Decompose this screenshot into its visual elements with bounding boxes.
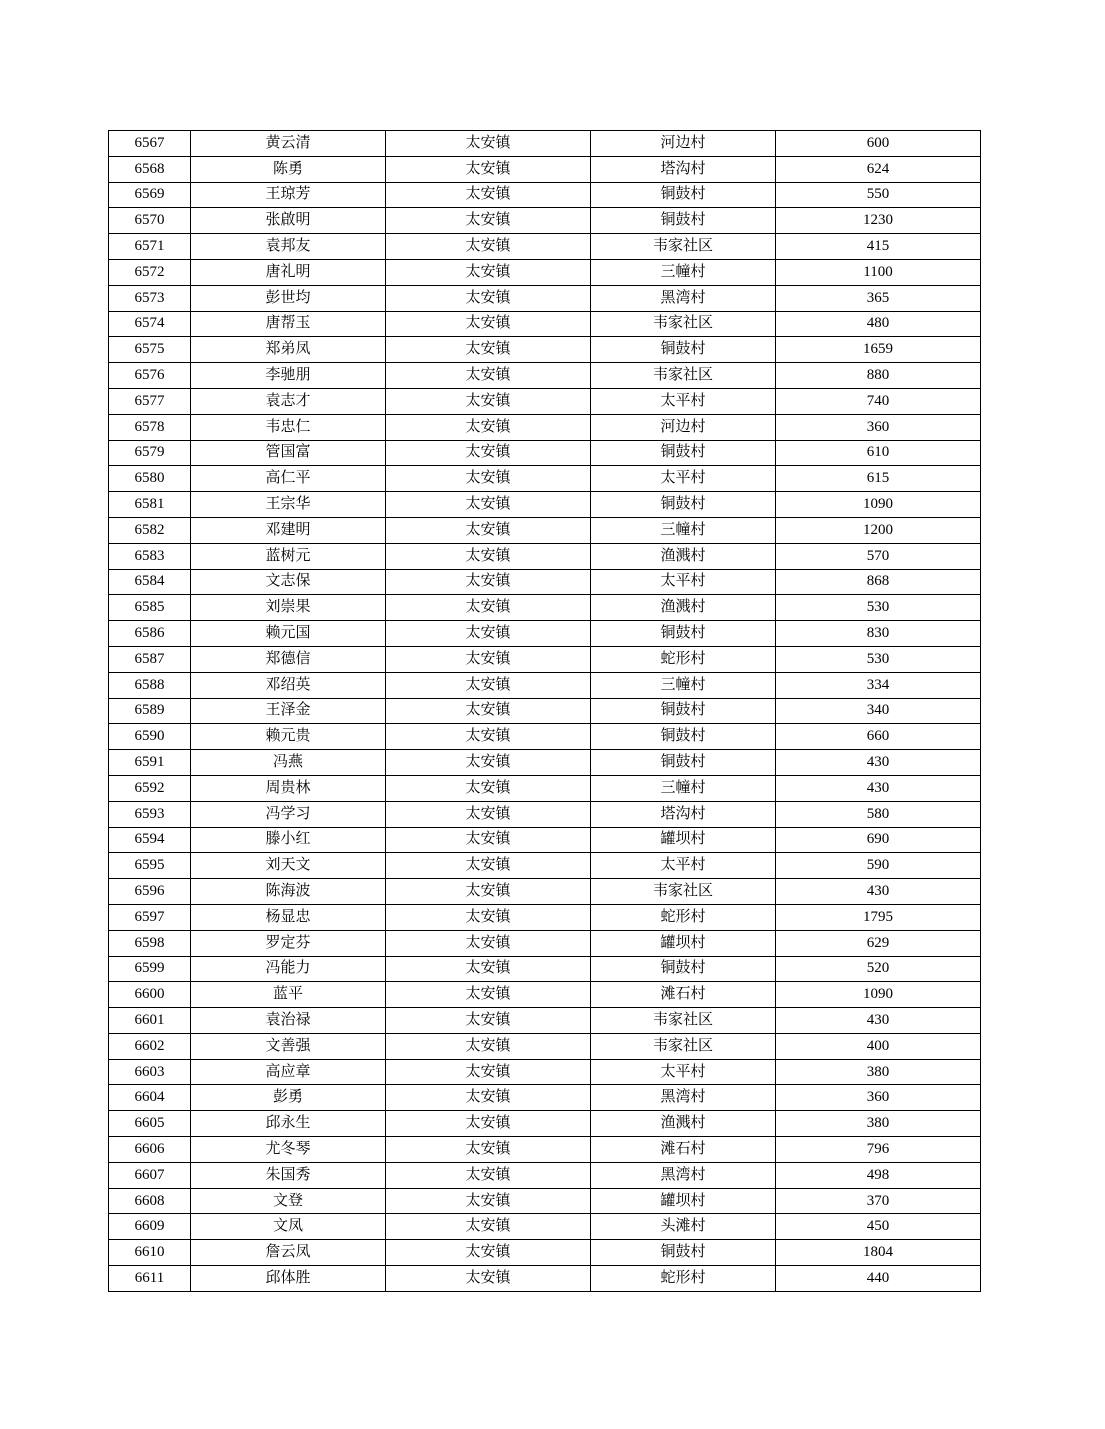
cell-amount: 365 [776, 285, 981, 311]
cell-town: 太安镇 [386, 1059, 591, 1085]
cell-amount: 830 [776, 621, 981, 647]
table-row [109, 569, 981, 595]
cell-id: 6590 [109, 724, 191, 750]
table-row [109, 827, 981, 853]
cell-village: 太平村 [591, 853, 776, 879]
table-row [109, 131, 981, 157]
cell-id: 6599 [109, 956, 191, 982]
cell-village: 渔溅村 [591, 595, 776, 621]
table-row [109, 543, 981, 569]
cell-id: 6580 [109, 466, 191, 492]
table-row [109, 595, 981, 621]
cell-id: 6585 [109, 595, 191, 621]
cell-name: 邱体胜 [191, 1266, 386, 1292]
cell-name: 赖元贵 [191, 724, 386, 750]
cell-amount: 1659 [776, 337, 981, 363]
cell-amount: 360 [776, 414, 981, 440]
cell-amount: 334 [776, 672, 981, 698]
table-row [109, 879, 981, 905]
table-row [109, 1214, 981, 1240]
cell-village: 黑湾村 [591, 1162, 776, 1188]
cell-town: 太安镇 [386, 131, 591, 157]
cell-name: 袁邦友 [191, 234, 386, 260]
cell-village: 黑湾村 [591, 1085, 776, 1111]
cell-id: 6587 [109, 646, 191, 672]
cell-village: 铜鼓村 [591, 337, 776, 363]
cell-amount: 430 [776, 775, 981, 801]
cell-amount: 430 [776, 750, 981, 776]
cell-amount: 440 [776, 1266, 981, 1292]
cell-id: 6586 [109, 621, 191, 647]
cell-id: 6607 [109, 1162, 191, 1188]
table-row [109, 492, 981, 518]
cell-id: 6574 [109, 311, 191, 337]
cell-village: 塔沟村 [591, 801, 776, 827]
cell-village: 太平村 [591, 569, 776, 595]
cell-village: 三幢村 [591, 259, 776, 285]
cell-village: 罐坝村 [591, 930, 776, 956]
cell-town: 太安镇 [386, 1137, 591, 1163]
cell-id: 6602 [109, 1033, 191, 1059]
cell-id: 6581 [109, 492, 191, 518]
cell-id: 6598 [109, 930, 191, 956]
table-row [109, 672, 981, 698]
cell-name: 文志保 [191, 569, 386, 595]
cell-town: 太安镇 [386, 1085, 591, 1111]
table-row [109, 724, 981, 750]
cell-name: 李驰朋 [191, 363, 386, 389]
payments-table [108, 130, 981, 1292]
table-row [109, 1111, 981, 1137]
cell-village: 三幢村 [591, 775, 776, 801]
cell-village: 罐坝村 [591, 827, 776, 853]
cell-amount: 340 [776, 698, 981, 724]
table-row [109, 956, 981, 982]
cell-amount: 415 [776, 234, 981, 260]
cell-amount: 690 [776, 827, 981, 853]
cell-town: 太安镇 [386, 259, 591, 285]
table-row [109, 750, 981, 776]
cell-amount: 1100 [776, 259, 981, 285]
cell-village: 太平村 [591, 1059, 776, 1085]
cell-amount: 498 [776, 1162, 981, 1188]
cell-name: 袁志才 [191, 388, 386, 414]
cell-town: 太安镇 [386, 517, 591, 543]
cell-id: 6605 [109, 1111, 191, 1137]
cell-amount: 1804 [776, 1240, 981, 1266]
table-row [109, 775, 981, 801]
table-row [109, 182, 981, 208]
cell-name: 高仁平 [191, 466, 386, 492]
table-row [109, 208, 981, 234]
cell-id: 6604 [109, 1085, 191, 1111]
cell-amount: 520 [776, 956, 981, 982]
cell-village: 蛇形村 [591, 904, 776, 930]
cell-name: 罗定芬 [191, 930, 386, 956]
cell-id: 6594 [109, 827, 191, 853]
cell-name: 袁治禄 [191, 1008, 386, 1034]
cell-village: 头滩村 [591, 1214, 776, 1240]
cell-amount: 590 [776, 853, 981, 879]
cell-town: 太安镇 [386, 621, 591, 647]
cell-id: 6575 [109, 337, 191, 363]
table-row [109, 1008, 981, 1034]
cell-amount: 360 [776, 1085, 981, 1111]
cell-amount: 480 [776, 311, 981, 337]
cell-amount: 530 [776, 595, 981, 621]
table-row [109, 414, 981, 440]
cell-town: 太安镇 [386, 208, 591, 234]
cell-town: 太安镇 [386, 672, 591, 698]
cell-amount: 600 [776, 131, 981, 157]
cell-id: 6578 [109, 414, 191, 440]
cell-name: 唐礼明 [191, 259, 386, 285]
cell-name: 邱永生 [191, 1111, 386, 1137]
cell-amount: 629 [776, 930, 981, 956]
cell-village: 太平村 [591, 388, 776, 414]
table-row [109, 156, 981, 182]
cell-village: 罐坝村 [591, 1188, 776, 1214]
table-body [109, 131, 981, 1292]
cell-name: 陈海波 [191, 879, 386, 905]
table-row [109, 1137, 981, 1163]
cell-town: 太安镇 [386, 466, 591, 492]
cell-name: 韦忠仁 [191, 414, 386, 440]
cell-town: 太安镇 [386, 311, 591, 337]
cell-name: 高应章 [191, 1059, 386, 1085]
cell-town: 太安镇 [386, 363, 591, 389]
cell-name: 詹云凤 [191, 1240, 386, 1266]
table-row [109, 801, 981, 827]
cell-amount: 610 [776, 440, 981, 466]
cell-town: 太安镇 [386, 569, 591, 595]
cell-amount: 740 [776, 388, 981, 414]
table-row [109, 930, 981, 956]
cell-town: 太安镇 [386, 879, 591, 905]
cell-village: 铜鼓村 [591, 208, 776, 234]
cell-id: 6600 [109, 982, 191, 1008]
table-row [109, 388, 981, 414]
table-row [109, 1266, 981, 1292]
cell-amount: 1230 [776, 208, 981, 234]
cell-name: 邓建明 [191, 517, 386, 543]
cell-village: 渔溅村 [591, 543, 776, 569]
cell-town: 太安镇 [386, 827, 591, 853]
cell-id: 6589 [109, 698, 191, 724]
cell-village: 蛇形村 [591, 646, 776, 672]
table-row [109, 311, 981, 337]
cell-name: 陈勇 [191, 156, 386, 182]
cell-id: 6583 [109, 543, 191, 569]
cell-name: 蓝平 [191, 982, 386, 1008]
cell-town: 太安镇 [386, 1240, 591, 1266]
cell-name: 周贵林 [191, 775, 386, 801]
cell-village: 太平村 [591, 466, 776, 492]
cell-id: 6567 [109, 131, 191, 157]
cell-amount: 430 [776, 879, 981, 905]
cell-id: 6570 [109, 208, 191, 234]
cell-town: 太安镇 [386, 595, 591, 621]
cell-amount: 450 [776, 1214, 981, 1240]
cell-town: 太安镇 [386, 750, 591, 776]
cell-amount: 1795 [776, 904, 981, 930]
cell-village: 滩石村 [591, 1137, 776, 1163]
cell-id: 6579 [109, 440, 191, 466]
cell-id: 6588 [109, 672, 191, 698]
cell-name: 文凤 [191, 1214, 386, 1240]
cell-village: 铜鼓村 [591, 492, 776, 518]
cell-name: 刘天文 [191, 853, 386, 879]
cell-id: 6572 [109, 259, 191, 285]
cell-name: 冯燕 [191, 750, 386, 776]
cell-name: 王宗华 [191, 492, 386, 518]
cell-name: 文登 [191, 1188, 386, 1214]
cell-amount: 868 [776, 569, 981, 595]
cell-village: 铜鼓村 [591, 698, 776, 724]
cell-amount: 1090 [776, 982, 981, 1008]
cell-town: 太安镇 [386, 956, 591, 982]
cell-id: 6610 [109, 1240, 191, 1266]
cell-name: 张啟明 [191, 208, 386, 234]
cell-village: 韦家社区 [591, 1008, 776, 1034]
cell-name: 邓绍英 [191, 672, 386, 698]
cell-town: 太安镇 [386, 388, 591, 414]
cell-town: 太安镇 [386, 1033, 591, 1059]
cell-town: 太安镇 [386, 337, 591, 363]
cell-name: 刘崇果 [191, 595, 386, 621]
table-row [109, 1162, 981, 1188]
table-row [109, 982, 981, 1008]
cell-town: 太安镇 [386, 982, 591, 1008]
table-row [109, 698, 981, 724]
cell-town: 太安镇 [386, 801, 591, 827]
cell-amount: 380 [776, 1111, 981, 1137]
cell-amount: 624 [776, 156, 981, 182]
cell-id: 6603 [109, 1059, 191, 1085]
table-row [109, 259, 981, 285]
cell-name: 郑弟凤 [191, 337, 386, 363]
cell-name: 滕小红 [191, 827, 386, 853]
cell-name: 尤冬琴 [191, 1137, 386, 1163]
table-row [109, 621, 981, 647]
cell-amount: 615 [776, 466, 981, 492]
cell-village: 蛇形村 [591, 1266, 776, 1292]
table-row [109, 1085, 981, 1111]
cell-amount: 530 [776, 646, 981, 672]
cell-village: 黑湾村 [591, 285, 776, 311]
cell-town: 太安镇 [386, 543, 591, 569]
table-row [109, 1033, 981, 1059]
cell-town: 太安镇 [386, 1111, 591, 1137]
cell-id: 6609 [109, 1214, 191, 1240]
cell-town: 太安镇 [386, 1266, 591, 1292]
cell-town: 太安镇 [386, 930, 591, 956]
cell-town: 太安镇 [386, 646, 591, 672]
cell-village: 铜鼓村 [591, 621, 776, 647]
table-row [109, 1059, 981, 1085]
cell-amount: 550 [776, 182, 981, 208]
cell-amount: 570 [776, 543, 981, 569]
cell-id: 6596 [109, 879, 191, 905]
cell-name: 王琼芳 [191, 182, 386, 208]
cell-town: 太安镇 [386, 698, 591, 724]
cell-village: 铜鼓村 [591, 750, 776, 776]
cell-id: 6576 [109, 363, 191, 389]
cell-id: 6608 [109, 1188, 191, 1214]
cell-name: 王泽金 [191, 698, 386, 724]
cell-name: 管国富 [191, 440, 386, 466]
cell-town: 太安镇 [386, 492, 591, 518]
cell-town: 太安镇 [386, 234, 591, 260]
cell-id: 6568 [109, 156, 191, 182]
cell-amount: 1200 [776, 517, 981, 543]
table-row [109, 853, 981, 879]
cell-id: 6573 [109, 285, 191, 311]
cell-village: 铜鼓村 [591, 440, 776, 466]
table-row [109, 285, 981, 311]
cell-id: 6582 [109, 517, 191, 543]
cell-town: 太安镇 [386, 440, 591, 466]
table-row [109, 440, 981, 466]
cell-town: 太安镇 [386, 724, 591, 750]
cell-village: 河边村 [591, 414, 776, 440]
cell-name: 黄云清 [191, 131, 386, 157]
table-row [109, 466, 981, 492]
cell-name: 冯学习 [191, 801, 386, 827]
cell-name: 郑德信 [191, 646, 386, 672]
cell-town: 太安镇 [386, 1214, 591, 1240]
cell-name: 杨显忠 [191, 904, 386, 930]
cell-amount: 370 [776, 1188, 981, 1214]
cell-village: 韦家社区 [591, 234, 776, 260]
cell-village: 三幢村 [591, 672, 776, 698]
cell-id: 6591 [109, 750, 191, 776]
cell-name: 蓝树元 [191, 543, 386, 569]
cell-name: 文善强 [191, 1033, 386, 1059]
cell-town: 太安镇 [386, 1162, 591, 1188]
cell-id: 6595 [109, 853, 191, 879]
cell-town: 太安镇 [386, 1188, 591, 1214]
cell-village: 铜鼓村 [591, 1240, 776, 1266]
cell-village: 铜鼓村 [591, 724, 776, 750]
cell-village: 塔沟村 [591, 156, 776, 182]
cell-amount: 796 [776, 1137, 981, 1163]
cell-name: 冯能力 [191, 956, 386, 982]
cell-village: 韦家社区 [591, 311, 776, 337]
cell-village: 河边村 [591, 131, 776, 157]
cell-village: 三幢村 [591, 517, 776, 543]
table-row [109, 337, 981, 363]
cell-id: 6571 [109, 234, 191, 260]
cell-village: 铜鼓村 [591, 182, 776, 208]
cell-town: 太安镇 [386, 414, 591, 440]
cell-town: 太安镇 [386, 156, 591, 182]
cell-amount: 580 [776, 801, 981, 827]
cell-id: 6597 [109, 904, 191, 930]
cell-id: 6593 [109, 801, 191, 827]
cell-name: 彭勇 [191, 1085, 386, 1111]
cell-village: 韦家社区 [591, 879, 776, 905]
cell-id: 6601 [109, 1008, 191, 1034]
cell-town: 太安镇 [386, 904, 591, 930]
cell-id: 6606 [109, 1137, 191, 1163]
cell-amount: 660 [776, 724, 981, 750]
cell-village: 铜鼓村 [591, 956, 776, 982]
cell-village: 滩石村 [591, 982, 776, 1008]
cell-amount: 1090 [776, 492, 981, 518]
cell-village: 渔溅村 [591, 1111, 776, 1137]
cell-village: 韦家社区 [591, 1033, 776, 1059]
cell-id: 6584 [109, 569, 191, 595]
cell-id: 6577 [109, 388, 191, 414]
cell-amount: 880 [776, 363, 981, 389]
cell-id: 6611 [109, 1266, 191, 1292]
table-row [109, 363, 981, 389]
table-row [109, 904, 981, 930]
cell-amount: 380 [776, 1059, 981, 1085]
cell-name: 彭世均 [191, 285, 386, 311]
table-row [109, 1188, 981, 1214]
cell-town: 太安镇 [386, 182, 591, 208]
cell-village: 韦家社区 [591, 363, 776, 389]
cell-town: 太安镇 [386, 285, 591, 311]
cell-town: 太安镇 [386, 775, 591, 801]
table-row [109, 1240, 981, 1266]
table-row [109, 517, 981, 543]
cell-id: 6569 [109, 182, 191, 208]
cell-name: 赖元国 [191, 621, 386, 647]
cell-id: 6592 [109, 775, 191, 801]
cell-name: 朱国秀 [191, 1162, 386, 1188]
table-row [109, 234, 981, 260]
cell-name: 唐帮玉 [191, 311, 386, 337]
cell-amount: 430 [776, 1008, 981, 1034]
table-row [109, 646, 981, 672]
cell-town: 太安镇 [386, 853, 591, 879]
cell-amount: 400 [776, 1033, 981, 1059]
cell-town: 太安镇 [386, 1008, 591, 1034]
